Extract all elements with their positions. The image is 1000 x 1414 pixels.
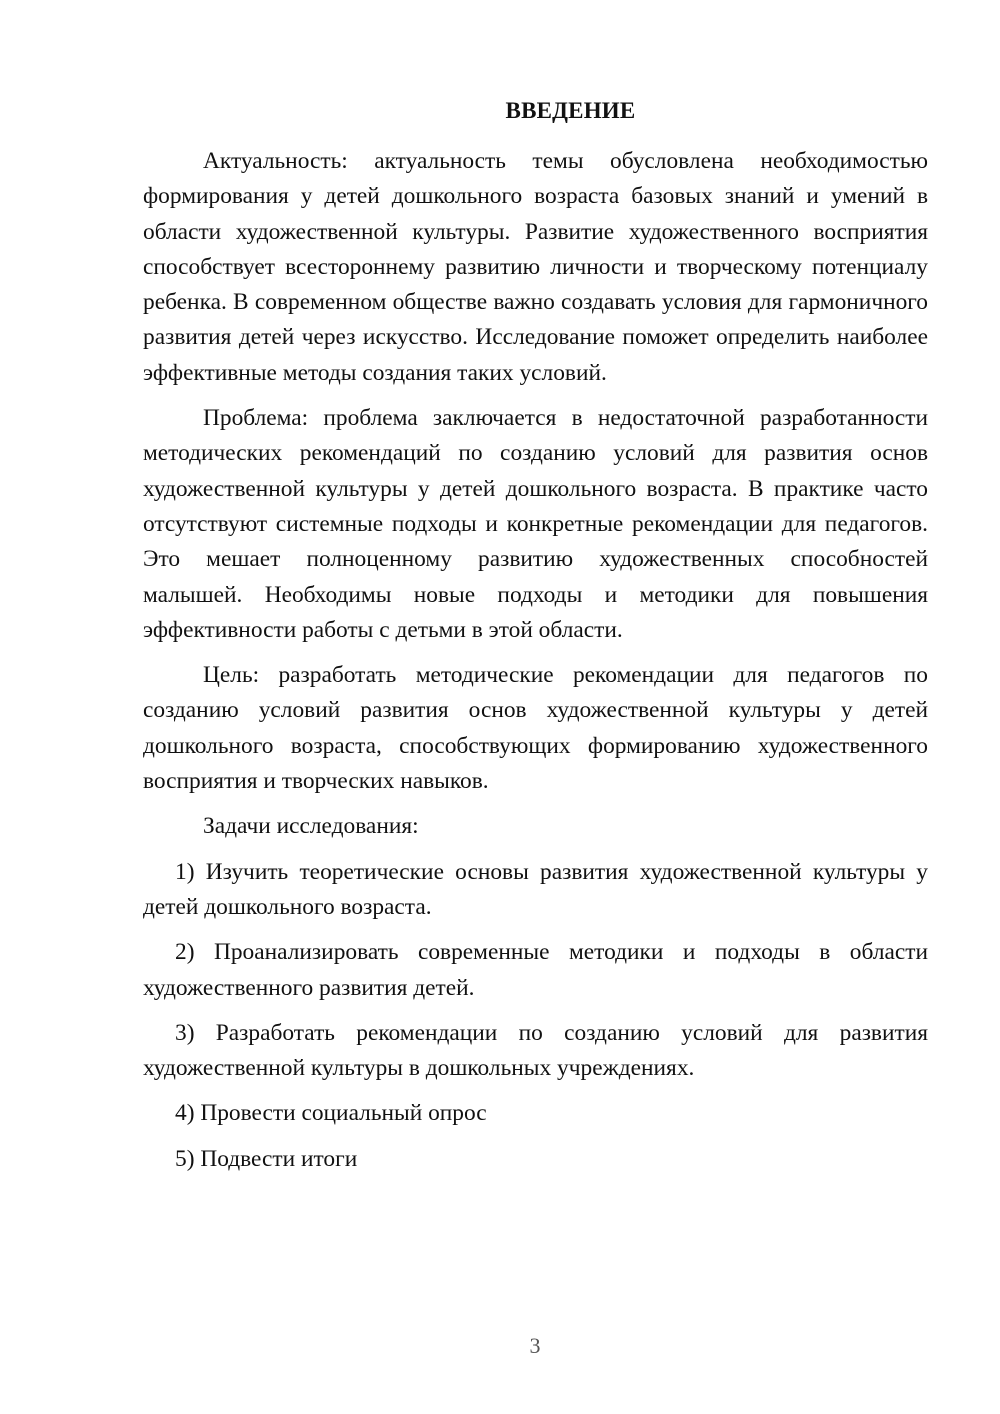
tasks-intro: Задачи исследования: [203,813,419,840]
problem-paragraph: Проблема: проблема заключается в недостаточной разработанности методических рекомендаций по созданию условий для развития основ художественной культуры у детей дошкольного возраста. В практике часто отсутствуют системные подходы и конкретные рекомендации для педагогов. Это мешает полноценному развитию художественных способностей малышей. Необходимы новые подходы и методики для повышения эффективности работы с детьми в этой области. [143,405,928,643]
page-number: 3 [529,1333,541,1358]
page-content [143,96,928,1187]
section-heading: ВВЕДЕНИЕ [505,98,636,123]
goal-paragraph: Цель: разработать методические рекомендации для педагогов по созданию условий развития основ художественной культуры у детей дошкольного возраста, способствующих формированию художественного восприятия и творческих навыков. [143,662,928,795]
task-item-1: 1) Изучить теоретические основы развития художественной культуры у детей дошкольного возраста. [143,858,928,920]
task-item-5: 5) Подвести итоги [175,1145,358,1172]
task-item-3: 3) Разработать рекомендации по созданию условий для развития художественной культуры в дошкольных учреждениях. [143,1019,928,1082]
relevance-paragraph: Актуальность: актуальность темы обусловлена необходимостью формирования у детей дошкольного возраста базовых знаний и умений в области художественной культуры. Развитие художественного восприятия способствует всестороннему развитию личности и творческому потенциалу ребенка. В современном обществе важно создавать условия для гармоничного развития детей через искусство. Исследование поможет определить наиболее эффективные методы создания таких условий. [143,148,928,386]
task-item-4: 4) Провести социальный опрос [175,1100,487,1127]
task-item-2: 2) Проанализировать современные методики и подходы в области художественного развития детей. [143,939,928,1001]
